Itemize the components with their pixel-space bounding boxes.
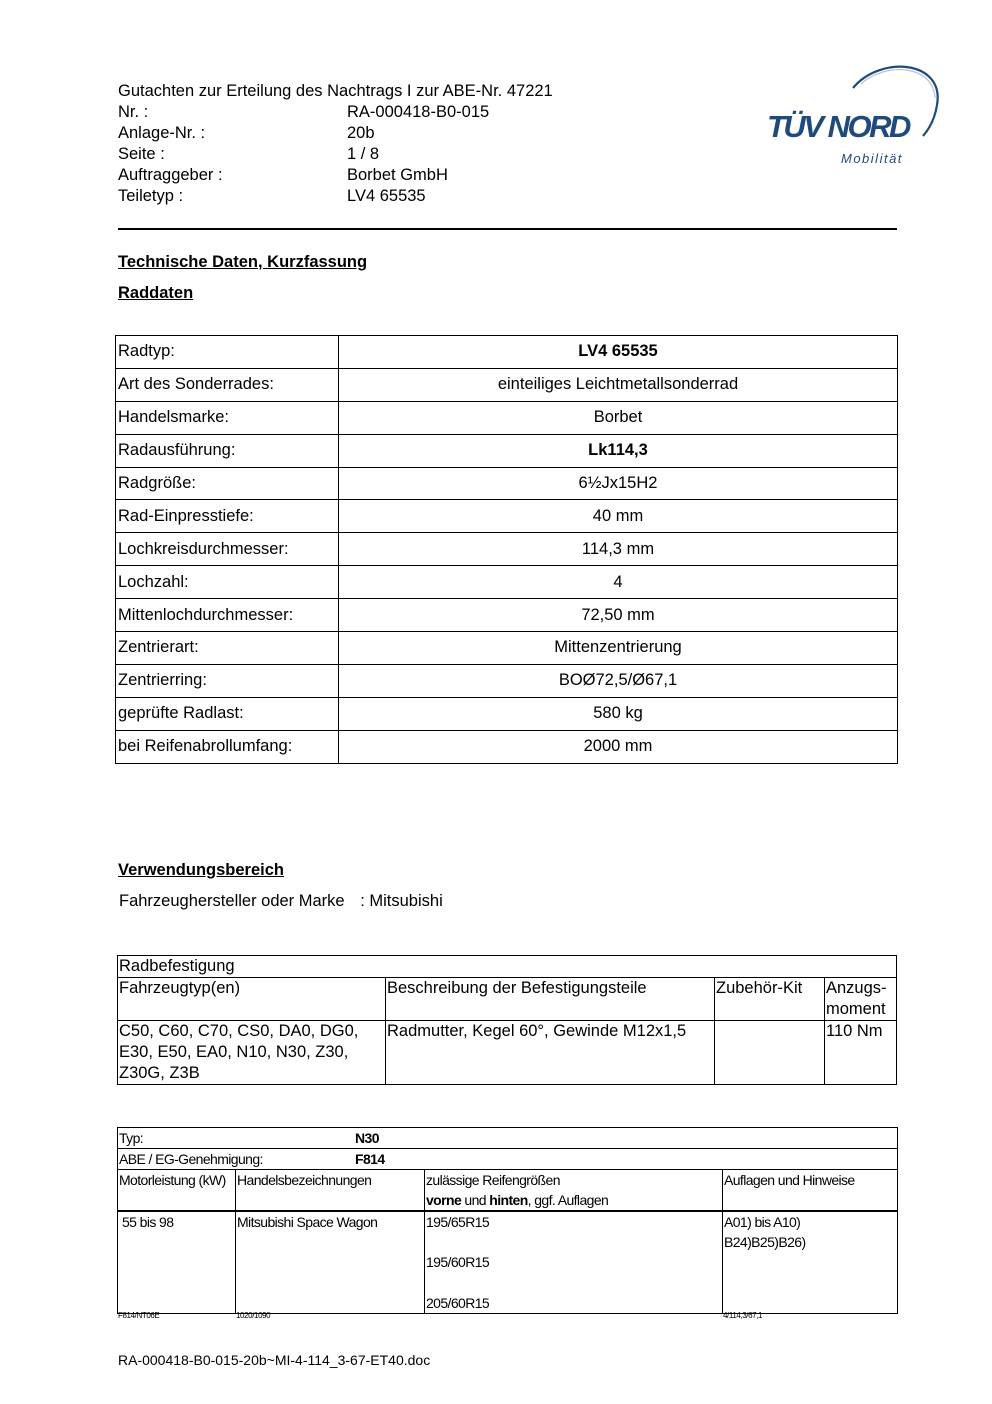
table-row [116,336,898,369]
type-table [117,1127,898,1314]
wheel-value: 6½Jx15H2 [339,467,898,500]
typ-value: N30 [355,1130,379,1146]
wheel-value: 580 kg [339,697,898,730]
table-row [118,1211,898,1314]
table-row [118,956,897,978]
header-field-anlage [118,123,553,144]
header-label: Anlage-Nr. : [118,124,206,142]
wheel-label: Lochkreisdurchmesser: [116,533,339,566]
header-label: Teiletyp : [118,187,184,205]
tires-header-line2 [426,1190,722,1210]
wheel-value: einteiliges Leichtmetallsonderrad [339,368,898,401]
wheel-value: LV4 65535 [339,336,898,369]
table-row [116,566,898,599]
table-row [118,1149,898,1170]
column-header: Handelsbezeichnungen [236,1170,425,1212]
abe-label: ABE / EG-Genehmigung: [119,1151,263,1167]
abe-value: F814 [355,1151,385,1167]
torque-value: 110 Nm [825,1021,897,1085]
engine-power: 55 bis 98 [118,1211,236,1314]
wheel-label: bei Reifenabrollumfang: [116,730,339,763]
wheel-value: 72,50 mm [339,599,898,632]
header-value: LV4 65535 [347,187,426,205]
wheel-label: Zentrierart: [116,632,339,665]
wheel-label: Radgröße: [116,467,339,500]
usage-label: Fahrzeughersteller oder Marke [119,892,345,910]
wheel-label: Lochzahl: [116,566,339,599]
tires-header-front: vorne [426,1192,462,1208]
wheel-label: Radausführung: [116,434,339,467]
column-header [425,1170,723,1212]
table-row [116,434,898,467]
column-header: Fahrzeugtyp(en) [118,978,386,1021]
header-divider [118,228,897,230]
header-value: 1 / 8 [347,145,380,163]
tires-header-rest: , ggf. Auflagen [527,1192,609,1208]
table-row [116,368,898,401]
header-field-auftraggeber [118,165,553,186]
tires-header-rear: hinten [489,1192,528,1208]
section-usage: Verwendungsbereich [118,861,284,879]
column-header: Beschreibung der Befestigungsteile [386,978,715,1021]
wheel-value: 114,3 mm [339,533,898,566]
column-header: Motorleistung (kW) [118,1170,236,1212]
header-label: Auftraggeber : [118,166,223,184]
accessory-kit [715,1021,825,1085]
mounting-table [117,955,897,1085]
tires-header-and: und [461,1192,490,1208]
logo-subtitle: Mobilität [841,151,903,166]
vehicle-types: C50, C60, C70, CS0, DA0, DG0, E30, E50, EA0, N10, N30, Z30, Z30G, Z3B [118,1021,386,1085]
header-field-seite [118,144,553,165]
torque-header: Anzugs-moment [826,979,887,1018]
usage-line [119,892,443,911]
notes [723,1211,898,1314]
tires-header-line1: zulässige Reifengrößen [426,1172,560,1188]
number-label: 1020/1090 [236,1311,271,1320]
column-header [825,978,897,1021]
header-value: RA-000418-B0-015 [347,103,490,121]
wheel-label: Handelsmarke: [116,401,339,434]
section-wheel: Raddaten [118,284,194,302]
wheel-label: Mittenlochdurchmesser: [116,599,339,632]
tuv-nord-logo [765,60,945,170]
header-field-teiletyp [118,186,553,207]
wheel-label: Zentrierring: [116,664,339,697]
header-field-nr [118,102,553,123]
usage-sep: : [360,892,365,910]
table-row [116,730,898,763]
footer-filename: RA-000418-B0-015-20b~MI-4-114_3-67-ET40.doc [118,1352,431,1368]
wheel-value: Mittenzentrierung [339,632,898,665]
wheel-label: Art des Sonderrades: [116,368,339,401]
code-label: F814/NT06E [118,1311,160,1320]
section-tech: Technische Daten, Kurzfassung [118,253,368,271]
trade-name: Mitsubishi Space Wagon [236,1211,425,1314]
table-row [116,664,898,697]
typ-label: Typ: [119,1130,144,1146]
wheel-value: BOØ72,5/Ø67,1 [339,664,898,697]
table-row [116,697,898,730]
table-header-row [118,1170,898,1212]
document-header [118,81,553,207]
table-row [116,599,898,632]
wheel-data-table [115,335,898,764]
table-row [118,1021,897,1085]
wheel-value: Lk114,3 [339,434,898,467]
usage-value: Mitsubishi [369,892,443,910]
notes-line: A01) bis A10) [724,1214,801,1230]
wheel-value: Borbet [339,401,898,434]
table-row [116,401,898,434]
table-row [116,533,898,566]
tire-size: 205/60R15 [426,1295,490,1311]
wheel-label: geprüfte Radlast: [116,697,339,730]
mounting-description: Radmutter, Kegel 60°, Gewinde M12x1,5 [386,1021,715,1085]
pcd-label: 4/114,3/67,1 [723,1311,763,1320]
table-row [118,1128,898,1149]
column-header: Auflagen und Hinweise [723,1170,898,1212]
tire-size: 195/65R15 [426,1214,490,1230]
header-label: Nr. : [118,103,149,121]
wheel-label: Rad-Einpresstiefe: [116,500,339,533]
logo-name: TÜV NORD [767,109,909,144]
column-header: Zubehör-Kit [715,978,825,1021]
notes-line: B24)B25)B26) [724,1234,806,1250]
mounting-title: Radbefestigung [118,956,897,978]
tire-size: 195/60R15 [426,1254,490,1270]
table-row [116,500,898,533]
wheel-value: 4 [339,566,898,599]
table-header-row [118,978,897,1021]
wheel-value: 40 mm [339,500,898,533]
header-value: Borbet GmbH [347,166,448,184]
wheel-value: 2000 mm [339,730,898,763]
tire-sizes [425,1211,723,1314]
header-label: Seite : [118,145,165,163]
table-row [116,632,898,665]
wheel-label: Radtyp: [116,336,339,369]
table-row [116,467,898,500]
header-value: 20b [347,124,375,142]
document-title: Gutachten zur Erteilung des Nachtrags I zur ABE-Nr. 47221 [118,82,553,100]
